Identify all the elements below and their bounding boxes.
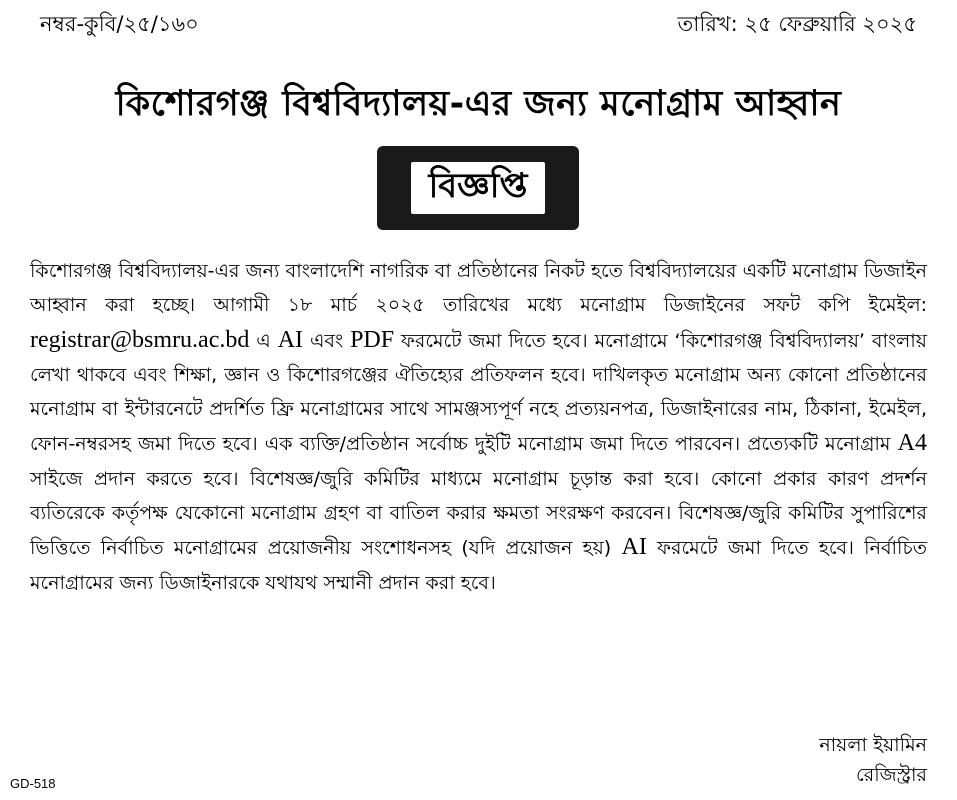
body-text-part2: এ [249, 329, 278, 352]
body-text-part1: কিশোরগঞ্জ বিশ্ববিদ্যালয়-এর জন্য বাংলাদেশি নাগরিক বা প্রতিষ্ঠানের নিকট হতে বিশ্ববিদ্যালয়ের একটি মনোগ্রাম ডিজাইন আহ্বান করা হচ্ছে। আগামী ১৮ মার্চ ২০২৫ তারিখের মধ্যে মনোগ্রাম ডিজাইনের সফট কপি ইমেইল: [30, 260, 927, 317]
body-text-part4: ফরমেটে জমা দিতে হবে। মনোগ্রামে ‘কিশোরগঞ্জ বিশ্ববিদ্যালয়’ বাংলায় লেখা থাকবে এবং শিক্ষা, জ্ঞান ও কিশোরগঞ্জের ঐতিহ্যের প্রতিফলন হবে। দাখিলকৃত মনোগ্রাম অন্য কোনো প্রতিষ্ঠানের মনোগ্রাম বা ইন্টারনেটে প্রদর্শিত ফ্রি মনোগ্রামের সাথে সামঞ্জস্যপূর্ণ নহে প্রত্যয়নপত্র, ডিজাইনারের নাম, ঠিকানা, ইমেইল, ফোন-নম্বরসহ জমা দিতে হবে। এক ব্যক্তি/প্রতিষ্ঠান সর্বোচ্চ দুইটি মনোগ্রাম জমা দিতে পারবেন। প্রত্যেকটি মনোগ্রাম [30, 329, 927, 456]
page-title: কিশোরগঞ্জ বিশ্ববিদ্যালয়-এর জন্য মনোগ্রাম আহ্বান [115, 84, 842, 124]
body-text-part3: এবং [303, 329, 351, 352]
notice-label: বিজ্ঞপ্তি [411, 162, 546, 213]
footer-code: GD-518 [10, 776, 56, 791]
signatory-title: রেজিস্ট্রার [856, 764, 927, 786]
format-ai: AI [277, 326, 304, 353]
size-a4: A4 [897, 430, 927, 457]
format-pdf: PDF [350, 326, 395, 353]
signatory-name: নায়লা ইয়ামিন [819, 734, 927, 756]
notice-badge [377, 146, 579, 230]
body-text-part6: ফরমেটে জমা দিতে হবে। নির্বাচিত মনোগ্রামের জন্য ডিজাইনারকে যথাযথ সম্মানী প্রদান করা হবে। [30, 537, 927, 594]
notice-body [30, 254, 927, 600]
memo-date: তারিখ: ২৫ ফেব্রুয়ারি ২০২৫ [677, 12, 917, 36]
memo-number: নম্বর-কুবি/২৫/১৬০ [40, 12, 199, 36]
body-text-part5: সাইজে প্রদান করতে হবে। বিশেষজ্ঞ/জুরি কমিটির মাধ্যমে মনোগ্রাম চূড়ান্ত করা হবে। কোনো প্রকার কারণ প্রদর্শন ব্যতিরেকে কর্তৃপক্ষ যেকোনো মনোগ্রাম গ্রহণ বা বাতিল করার ক্ষমতা সংরক্ষণ করবেন। বিশেষজ্ঞ/জুরি কমিটির সুপারিশের ভিত্তিতে নির্বাচিত মনোগ্রামের প্রয়োজনীয় সংশোধনসহ (যদি প্রয়োজন হয়) [30, 467, 927, 560]
signature-block [819, 730, 927, 790]
registrar-email: registrar@bsmru.ac.bd [30, 326, 250, 353]
format-ai-second: AI [621, 534, 647, 561]
